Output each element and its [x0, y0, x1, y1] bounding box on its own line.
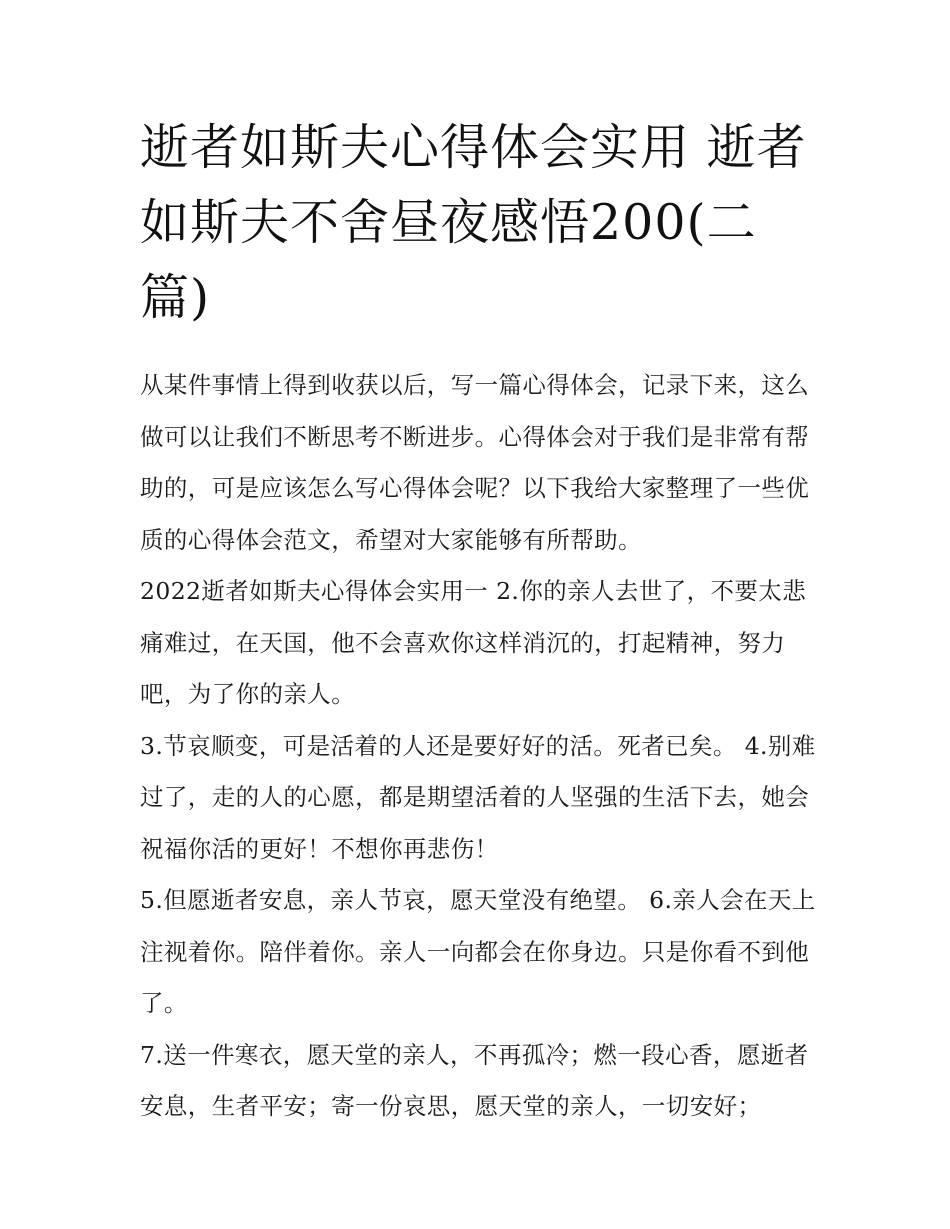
body-paragraph: 3.节哀顺变，可是活着的人还是要好好的活。死者已矣。 4.别难过了，走的人的心愿，都是期望活着的人坚强的生活下去，她会祝福你活的更好！不想你再悲伤！	[140, 731, 816, 863]
intro-paragraph: 从某件事情上得到收获以后，写一篇心得体会，记录下来，这么做可以让我们不断思考不断进步。心得体会对于我们是非常有帮助的，可是应该怎么写心得体会呢？以下我给大家整理了一些优质的心得体会范文，希望对大家能够有所帮助。	[140, 371, 810, 554]
body-paragraph: 2022逝者如斯夫心得体会实用一 2.你的亲人去世了，不要太悲痛难过，在天国，他不会喜欢你这样消沉的，打起精神，努力吧，为了你的亲人。	[140, 577, 807, 708]
document-title: 逝者如斯夫心得体会实用 逝者如斯夫不舍昼夜感悟200(二篇)	[140, 119, 807, 326]
body-paragraph: 7.送一件寒衣，愿天堂的亲人，不再孤冷；燃一段心香，愿逝者安息，生者平安；寄一份哀思，愿天堂的亲人，一切安好；	[140, 1040, 809, 1120]
body-paragraph: 5.但愿逝者安息，亲人节哀，愿天堂没有绝望。 6.亲人会在天上注视着你。陪伴着你。亲人一向都会在你身边。只是你看不到他了。	[140, 886, 816, 1017]
document-body	[140, 110, 816, 1133]
